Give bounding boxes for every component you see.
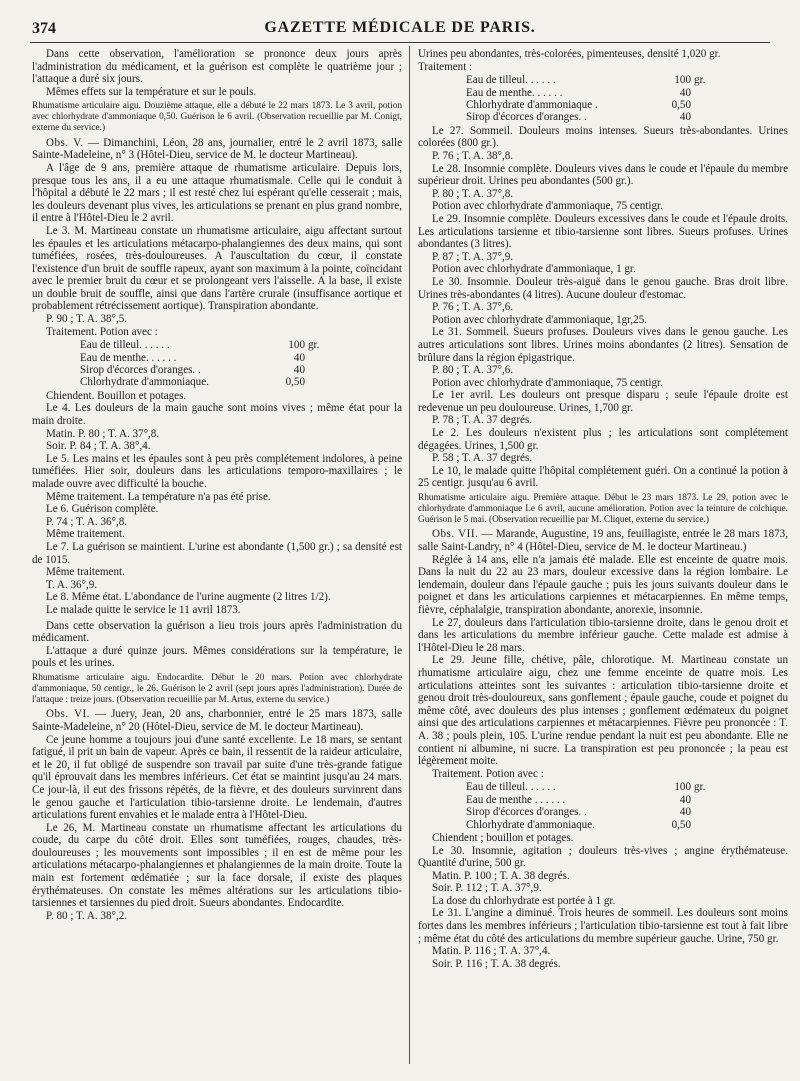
paragraph: Soir. P. 84 ; T. A. 38°,4. <box>46 440 151 453</box>
ingredient: Chlorhydrate d'ammoniaque. <box>466 818 595 831</box>
paragraph: Urines peu abondantes, très-colorées, pimenteuses, densité 1,020 gr. <box>418 48 721 60</box>
paragraph: Le 5. Les mains et les épaules sont à peu près complétement indolores, à peine tuméfiées. Hier soir, douleurs dans les articulations temporo-maxillaires ; le malade ouvre avec difficulté la bouche. <box>32 452 402 491</box>
ingredient: Eau de menthe. . . . . . <box>466 86 563 99</box>
ingredient: Sirop d'écorces d'oranges. . <box>80 364 201 377</box>
paragraph: Le 30. Insomnie. Douleur très-aiguë dans le genou gauche. Bras droit libre. Urines très-abondantes (4 litres). Aucune douleur d'estomac. <box>418 275 788 301</box>
paragraph: Matin. P. 100 ; T. A. 38 degrés. <box>432 869 570 882</box>
prescription-row <box>80 364 319 376</box>
unit <box>691 806 705 818</box>
quantity: 40 <box>679 806 691 819</box>
observation-lead: — Dimanchini, Léon, 28 ans, journalier, entré le 2 avril 1873, salle Sainte-Madeleine, n° 3 (Hôtel-Dieu, service de M. le docteur Martineau). <box>32 136 402 162</box>
unit: gr. <box>694 74 706 87</box>
paragraph: P. 58 ; T. A. 37 degrés. <box>432 452 533 465</box>
paragraph: Le 30. Insomnie, agitation ; douleurs très-vives ; angine érythémateuse. Quantité d'urine, 500 gr. <box>418 844 788 870</box>
case-summary: Rhumatisme articulaire aigu. Endocardite. Début le 20 mars. Potion avec chlorhydrate d'ammoniaque, 50 centigr., le 26. Guérison le 2 avril (sept jours après l'administration). Durée de l'attaque : treize jours. (Observation recueillie par M. Artus, externe du service.) <box>32 672 402 705</box>
quantity: 40 <box>679 111 691 124</box>
paragraph: Réglée à 14 ans, elle n'a jamais été malade. Elle est enceinte de quatre mois. Dans la nuit du 22 au 23 mars, douleur excessive dans la région lombaire. Le lendemain, douleur dans l'épaule gauche ; puis les jours suivants douleur dans le poignet et dans les articulations carpiennes et métacarpiennes. En même temps, fièvre, céphalalgie, transpiration abondante, anorexie, insomnie. <box>418 553 788 616</box>
ingredient: Sirop d'écorces d'oranges. . <box>466 806 587 819</box>
unit <box>691 819 705 831</box>
paragraph: Le 3. M. Martineau constate un rhumatisme articulaire, aigu affectant surtout les épaules et les articulations métacarpo-phalangiennes des deux mains, qui sont tuméfiées, rosées, très-douloureuses. A l'auscultation du cœur, il constate l'existence d'un bruit de souffle rapeux, ayant son maximum à la pointe, coïncidant avec le premier bruit du cœur et se prolongeant vers l'aisselle. A la base, il existe un double bruit de souffle, ainsi que dans l'artère crurale (insuffisance aortique et probablement rétrécissement aortique). Transpiration abondante. <box>32 224 402 313</box>
paragraph: Dans cette observation la guérison a lieu trois jours après l'administration du médicament. <box>32 619 402 645</box>
paragraph: Le 8. Même état. L'abondance de l'urine augmente (2 litres 1/2). <box>46 591 331 604</box>
ingredient: Eau de tilleul. . . . . . <box>466 781 556 794</box>
unit <box>305 352 319 364</box>
left-column <box>32 48 402 1068</box>
prescription-row <box>466 87 705 99</box>
paragraph: Soir. P. 116 ; T. A. 38 degrés. <box>432 957 561 970</box>
prescription-row <box>466 781 705 793</box>
unit <box>691 99 705 111</box>
quantity: 40 <box>679 793 691 806</box>
paragraph: Traitement. Potion avec : <box>432 767 544 780</box>
quantity: 0,50 <box>285 376 305 389</box>
prescription-row <box>466 819 705 831</box>
page-header <box>30 18 770 43</box>
ingredient: Chlorhydrate d'ammoniaque. <box>80 376 209 389</box>
paragraph: P. 76 ; T. A. 38°,8. <box>432 150 514 162</box>
ingredient: Sirop d'écorces d'oranges. . <box>466 111 587 124</box>
paragraph: Le 6. Guérison complète. <box>46 503 159 516</box>
paragraph: P. 78 ; T. A. 37 degrés. <box>432 414 533 427</box>
observation-lead: — Juery, Jean, 20 ans, charbonnier, entré le 25 mars 1873, salle Sainte-Madeleine, n° 20 (Hôtel-Dieu, service de M. le docteur Martineau). <box>32 708 402 733</box>
paragraph: Potion avec chlorhydrate d'ammoniaque, 1 gr. <box>432 263 636 276</box>
prescription-table <box>466 781 705 831</box>
paragraph: Matin. P. 80 ; T. A. 37°,8. <box>46 427 160 440</box>
unit <box>691 111 705 123</box>
paragraph: Chiendent. Bouillon et potages. <box>46 389 187 402</box>
case-summary: Rhumatisme articulaire aigu. Première attaque. Début le 23 mars 1873. Le 29, potion avec le chlorhydrate d'ammoniaque Le 6 avril, aucune amélioration. Potion avec la teinture de colchique. Guérison le 5 mai. (Observation recueillie par M. Cliquet, externe du service.) <box>418 493 788 525</box>
paragraph: Matin. P. 116 ; T. A. 37°,4. <box>432 945 551 958</box>
paragraph: Traitement. Potion avec : <box>46 325 158 338</box>
unit <box>305 364 319 376</box>
quantity: 40 <box>679 86 691 99</box>
paragraph: Le 27. Sommeil. Douleurs moins intenses. Sueurs très-abondantes. Urines colorées (800 gr.). <box>418 124 788 150</box>
paragraph: Soir. P. 112 ; T. A. 37°,9. <box>432 882 542 895</box>
observation-heading <box>32 708 402 733</box>
paragraph: Le malade quitte le service le 11 avril 1873. <box>46 603 241 616</box>
unit <box>305 376 319 388</box>
paragraph: Le 26, M. Martineau constate un rhumatisme affectant les articulations du coude, du carpe du côté droit. Elles sont tuméfiées, rouges, chaudes, très-douloureuses ; les mouvements sont impossibles ; il en est de même pour les articulations métacarpo-phalangiennes et phalangiennes de la main droite. Toute la main est fortement œdématiée ; sur la face dorsale, il existe des plaques érythémateuses. On constate les mêmes altérations sur les articulations tibio-tarsiennes et tarsiennes du pied droit. Sueurs abondantes. Endocardite. <box>32 821 402 910</box>
observation-heading <box>418 528 788 553</box>
paragraph: P. 74 ; T. A. 36°,8. <box>46 515 128 528</box>
ingredient: Chlorhydrate d'ammoniaque . <box>466 99 598 111</box>
paragraph: Le 27, douleurs dans l'articulation tibio-tarsienne droite, dans le genou droit et dans les articulations du membre inférieur gauche. Cette malade est admise à l'Hôtel-Dieu le 28 mars. <box>418 616 788 654</box>
paragraph: P. 80 ; T. A. 37°,6. <box>432 364 514 377</box>
unit: gr. <box>694 781 706 794</box>
quantity: 40 <box>293 351 305 364</box>
paragraph: Le 31. Sommeil. Sueurs profuses. Douleurs vives dans le genou gauche. Les autres articulations sont libres. Urines moins abondantes (2 litres). Sensation de brûlure dans la région épigastrique. <box>418 326 788 364</box>
case-summary: Rhumatisme articulaire aigu. Douzième attaque, elle a débuté le 22 mars 1873. Le 3 avril, potion avec chlorhydrate d'ammoniaque 0,50. Guérison le 6 avril. (Observation recueillie par M. Conigt, externe du service.) <box>32 101 402 133</box>
journal-title: GAZETTE MÉDICALE DE PARIS. <box>264 19 536 36</box>
observation-tag: Obs. VI. <box>46 708 90 721</box>
paragraph: P. 87 ; T. A. 37°,9. <box>432 250 514 263</box>
prescription-row <box>466 806 705 818</box>
prescription-row <box>466 111 705 123</box>
paragraph: P. 80 ; T. A. 37°,8. <box>432 187 514 200</box>
unit <box>691 794 705 806</box>
observation-lead: — Marande, Augustine, 19 ans, feuillagiste, entrée le 28 mars 1873, salle Saint-Landry, n° 4 (Hôtel-Dieu, service de M. le docteur Martineau.) <box>418 528 788 554</box>
prescription-row <box>466 99 705 111</box>
page-number: 374 <box>32 20 56 37</box>
paragraph: Le 28. Insomnie complète. Douleurs vives dans le coude et l'épaule du membre supérieur droit. Urines peu abondantes (500 gr.). <box>418 162 788 188</box>
paragraph: Ce jeune homme a toujours joui d'une santé excellente. Le 18 mars, se sentant fatigué, il prit un bain de vapeur. Après ce bain, il ressentit de la raideur articulaire, et le 20, il fut obligé de suspendre son travail par suite d'une très-grande fatigue qu'il éprouvait dans les membres inférieurs. Cet état se maintint jusqu'au 24 mars. Ce jour-là, il eut des frissons répétés, de la fièvre, et des douleurs survinrent dans le genou gauche et l'articulation tibio-tarsienne droite. Le lendemain, d'autres articulations furent envahies et le malade entra à l'Hôtel-Dieu. <box>32 733 402 822</box>
quantity: 0,50 <box>671 818 691 831</box>
paragraph: Le 31. L'angine a diminué. Trois heures de sommeil. Les douleurs sont moins fortes dans les membres inférieurs ; l'articulation tibio-tarsienne est tout à fait libre ; même état du côté des articulations du membre supérieur gauche. Urine, 750 gr. <box>418 907 788 945</box>
paragraph: Le 29. Jeune fille, chétive, pâle, chlorotique. M. Martineau constate un rhumatisme articulaire aigu, chez une femme enceinte de quatre mois. Les articulations atteintes sont les suivantes : articulation tibio-tarsienne droite et genou droit très-douloureux, sans gonflement ; épaule gauche, coude et poignet du même côté, avec douleurs des plus intenses ; gonflement œdémateux du poignet ainsi que des articulations carpiennes et métacarpiennes. Fièvre peu prononcée : T. A. 38 ; pouls plein, 105. L'urine rendue pendant la nuit est peu abondante. Elle ne contient ni albumine, ni sucre. La transpiration est peu prononcée ; la peau est légèrement moite. <box>418 654 788 768</box>
observation-heading <box>32 137 402 162</box>
paragraph: La dose du chlorhydrate est portée à 1 gr. <box>432 894 616 907</box>
prescription-table <box>466 74 705 124</box>
paragraph: P. 90 ; T. A. 38°,5. <box>46 313 128 326</box>
quantity: 100 <box>674 74 691 87</box>
ingredient: Eau de tilleul. . . . . . <box>466 74 556 87</box>
paragraph: Le 29. Insomnie complète. Douleurs excessives dans le coude et l'épaule droits. Les articulations tarsienne et tibio-tarsienne sont libres. Sueurs profuses. Urines abondantes (3 litres). <box>418 212 788 251</box>
prescription-row <box>80 352 319 364</box>
paragraph: Potion avec chlorhydrate d'ammoniaque, 75 centigr. <box>432 376 663 389</box>
quantity: 100 <box>674 781 691 794</box>
paragraph: Mêmes effets sur la température et sur le pouls. <box>46 85 257 98</box>
prescription-row <box>80 339 319 351</box>
paragraph: P. 80 ; T. A. 38°,2. <box>46 909 128 922</box>
observation-tag: Obs. VII. <box>432 528 479 541</box>
paragraph: A l'âge de 9 ans, première attaque de rhumatisme articulaire. Depuis lors, presque tous les ans, il a eu une attaque rhumatismale. Celle qui le conduit à l'hôpital a débuté le 22 mars ; il est resté chez lui espérant qu'elle cesserait ; mais, les douleurs devenant plus vives, les articulations se prenant en plus grand nombre, il entre à l'Hôtel-Dieu le 2 avril. <box>32 161 402 225</box>
unit <box>691 87 705 99</box>
column-divider <box>409 46 410 1064</box>
paragraph: Traitement : <box>418 60 473 73</box>
paragraph: Le 7. La guérison se maintient. L'urine est abondante (1,500 gr.) ; sa densité est de 1015. <box>32 541 402 566</box>
unit: gr. <box>308 339 320 352</box>
observation-tag: Obs. V. <box>46 136 84 149</box>
paragraph: Dans cette observation, l'amélioration se prononce deux jours après l'administration du médicament, et la guérison est complète le quatrième jour ; l'attaque a duré six jours. <box>32 48 402 86</box>
ingredient: Eau de menthe . . . . . . <box>466 793 566 806</box>
paragraph: Le 2. Les douleurs n'existent plus ; les articulations sont complétement dégagées. Urines, 1,500 gr. <box>418 427 788 452</box>
paragraph: L'attaque a duré quinze jours. Mêmes considérations sur la température, le pouls et les urines. <box>32 644 402 670</box>
prescription-row <box>80 376 319 388</box>
paragraph: Le 1er avril. Les douleurs ont presque disparu ; seule l'épaule droite est redevenue un peu douloureuse. Urines, 1,700 gr. <box>418 389 788 414</box>
paragraph: Le 4. Les douleurs de la main gauche sont moins vives ; même état pour la main droite. <box>32 402 402 428</box>
paragraph: P. 76 ; T. A. 37°,6. <box>432 301 514 314</box>
paragraph: Potion avec chlorhydrate d'ammoniaque, 1gr,25. <box>432 313 648 326</box>
prescription-table <box>80 339 319 389</box>
prescription-row <box>466 74 705 86</box>
paragraph: Potion avec chlorhydrate d'ammoniaque, 75 centigr. <box>432 200 663 213</box>
ingredient: Eau de menthe. . . . . . <box>80 351 177 364</box>
ingredient: Eau de tilleul. . . . . . <box>80 339 170 352</box>
paragraph: T. A. 36°,9. <box>46 578 98 591</box>
paragraph: Chiendent ; bouillon et potages. <box>432 831 574 844</box>
right-column <box>418 48 788 1068</box>
prescription-row <box>466 794 705 806</box>
paragraph: Le 10, le malade quitte l'hôpital complétement guéri. On a continué la potion à 25 centigr. jusqu'au 6 avril. <box>418 464 788 490</box>
paragraph: Même traitement. <box>46 566 125 579</box>
quantity: 40 <box>293 364 305 377</box>
quantity: 0,50 <box>671 99 691 111</box>
paragraph: Même traitement. La température n'a pas été prise. <box>46 490 271 503</box>
paragraph: Même traitement. <box>46 528 125 541</box>
quantity: 100 <box>288 339 305 352</box>
